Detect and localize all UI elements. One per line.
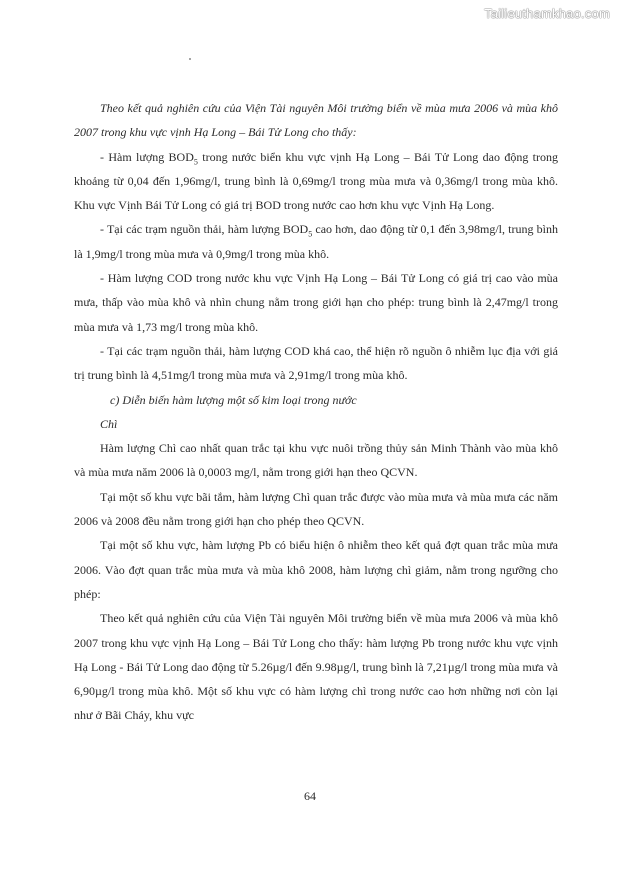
bod-text-end: trong nước biển khu vực vịnh Hạ Long – Bái Tử Long dao động trong khoảng từ 0,04 đến 1,96mg/l, trung bình là 0,69mg/l trong mùa mưa và 0,36mg/l trong mùa khô. Khu vực Vịnh Bái Tử Long có giá trị BOD trong nước cao hơn khu vực Vịnh Hạ Long. [74, 149, 559, 213]
lead-paragraph-3: Tại một số khu vực, hàm lượng Pb có biểu hiện ô nhiễm theo kết quả đợt quan trắc mùa mưa 2006. Vào đợt quan trắc mùa mưa và mùa khô 2008, hàm lượng chì giảm, nằm trong ngưỡng cho phép: [74, 538, 558, 601]
lead-paragraph-4: Theo kết quả nghiên cứu của Viện Tài nguyên Môi trường biển về mùa mưa 2006 và mùa khô 2007 trong khu vực vịnh Hạ Long – Bái Tử Long cho thấy: hàm lượng Pb trong nước khu vực vịnh Hạ Long - Bái Tử Long dao động từ 5.26µg/l đến 9.98µg/l, trung bình là 7,21µg/l trong mùa mưa và 6,90µg/l trong mùa khô. Một số khu vực có hàm lượng chì trong nước cao hơn những nơi còn lại như ở Bãi Cháy, khu vực [74, 611, 558, 723]
scan-speck [189, 58, 191, 60]
lead-paragraph-2: Tại một số khu vực bãi tắm, hàm lượng Chì quan trắc được vào mùa mưa và mùa mưa các năm 2006 và 2008 đều nằm trong giới hạn cho phép theo QCVN. [74, 489, 558, 529]
cod-sources-paragraph: - Tại các trạm nguồn thải, hàm lượng COD khá cao, thể hiện rõ nguồn ô nhiễm lục địa với giá trị trung bình là 4,51mg/l trong mùa mưa và 2,91mg/l trong mùa khô. [74, 343, 558, 383]
watermark-text: Tailieuthamkhao.com [484, 6, 610, 21]
intro-paragraph: Theo kết quả nghiên cứu của Viện Tài nguyên Môi trường biển về mùa mưa 2006 và mùa khô 2007 trong khu vực vịnh Hạ Long – Bái Tử Long cho thấy: [74, 101, 558, 140]
bod-sources-paragraph [74, 217, 558, 266]
cod-paragraph: - Hàm lượng COD trong nước khu vực Vịnh Hạ Long – Bái Tử Long có giá trị cao vào mùa mưa, thấp vào mùa khô và nhìn chung nằm trong giới hạn cho phép: trung bình là 2,47mg/l trong mùa mưa và 1,73 mg/l trong mùa khô. [74, 271, 558, 334]
document-body [74, 96, 558, 728]
lead-subheading: Chì [100, 416, 118, 431]
bod-text-start: - Hàm lượng BOD [100, 149, 194, 164]
bod-sources-start: - Tại các trạm nguồn thải, hàm lượng BOD [100, 222, 309, 237]
bod-paragraph [74, 145, 558, 218]
bod-subscript: 5 [193, 156, 198, 166]
page-number: 64 [304, 789, 316, 803]
bod-sources-end: cao hơn, dao động từ 0,1 đến 3,98mg/l, trung bình là 1,9mg/l trong mùa mưa và 0,9mg/l trong mùa khô. [74, 222, 558, 261]
section-heading: c) Diễn biến hàm lượng một số kim loại trong nước [110, 392, 357, 407]
lead-paragraph-1: Hàm lượng Chì cao nhất quan trắc tại khu vực nuôi trồng thủy sản Minh Thành vào mùa khô và mùa mưa năm 2006 là 0,0003 mg/l, nằm trong giới hạn theo QCVN. [74, 441, 558, 480]
bod-sources-subscript: 5 [308, 229, 313, 239]
